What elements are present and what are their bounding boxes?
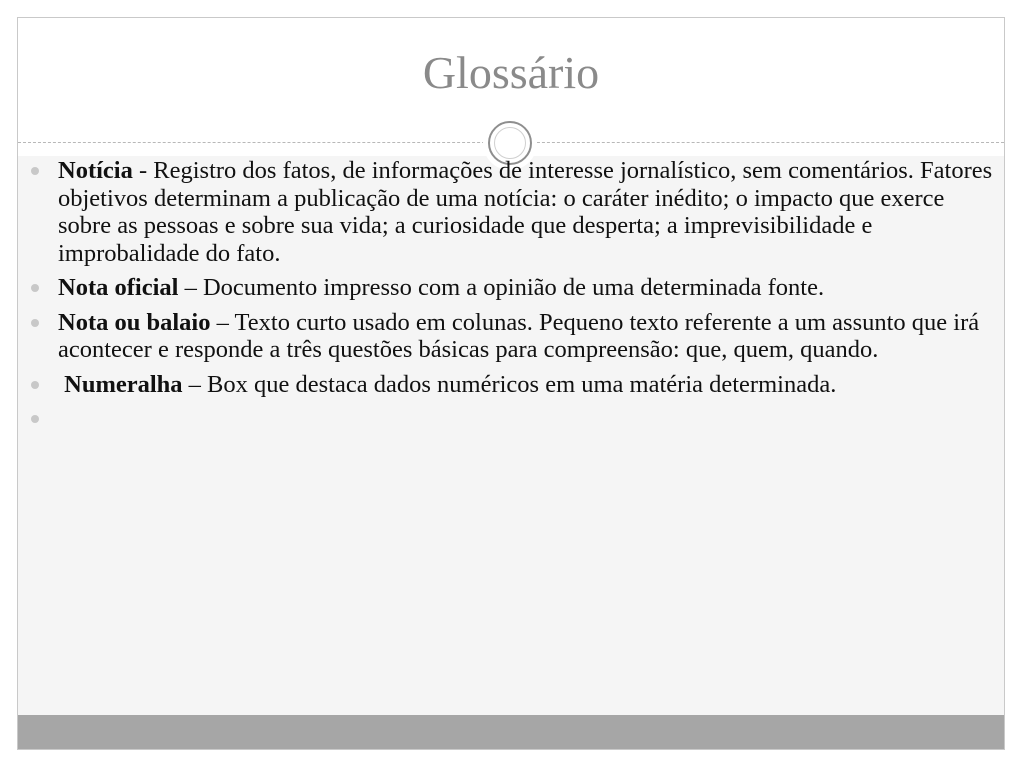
- ornament-inner-ring: [494, 127, 526, 159]
- footer-bar: [18, 715, 1004, 749]
- glossary-item-noticia: [30, 157, 996, 267]
- term-separator: –: [182, 370, 208, 398]
- glossary-item-empty: [30, 405, 996, 433]
- glossary-term: Nota ou balaio: [58, 308, 211, 336]
- bullet-dot-icon: [31, 415, 39, 423]
- glossary-term: Notícia: [58, 157, 133, 184]
- glossary-definition: Box que destaca dados numéricos em uma matéria determinada.: [207, 370, 837, 398]
- glossary-term: Nota oficial: [58, 274, 179, 301]
- glossary-definition: Documento impresso com a opinião de uma determinada fonte.: [202, 274, 825, 301]
- bullet-dot-icon: [31, 381, 39, 389]
- term-separator: –: [178, 274, 203, 301]
- glossary-list: [30, 157, 996, 440]
- glossary-definition: Registro dos fatos, de informações de interesse jornalístico, sem comentários. Fatores objetivos determinam a publicação de uma notícia: o caráter inédito; o impacto que exerce sobre as pessoas e sobre sua vida; a curiosidade que desperta; a imprevisibilidade e improbalidade do fato.: [58, 157, 993, 267]
- bullet-dot-icon: [31, 167, 39, 175]
- glossary-item-numeralha: [30, 371, 996, 399]
- glossary-item-nota-oficial: [30, 274, 996, 302]
- term-separator: -: [132, 157, 154, 184]
- bullet-dot-icon: [31, 319, 39, 327]
- glossary-definition: Texto curto usado em colunas. Pequeno texto referente a um assunto que irá acontecer e responde a três questões básicas para compreensão: que, quem, quando.: [58, 308, 980, 363]
- glossary-item-nota-ou-balaio: [30, 309, 996, 364]
- term-separator: –: [210, 308, 235, 336]
- slide-title: Glossário: [422, 47, 600, 98]
- glossary-term: Numeralha: [64, 370, 183, 398]
- bullet-dot-icon: [31, 284, 39, 292]
